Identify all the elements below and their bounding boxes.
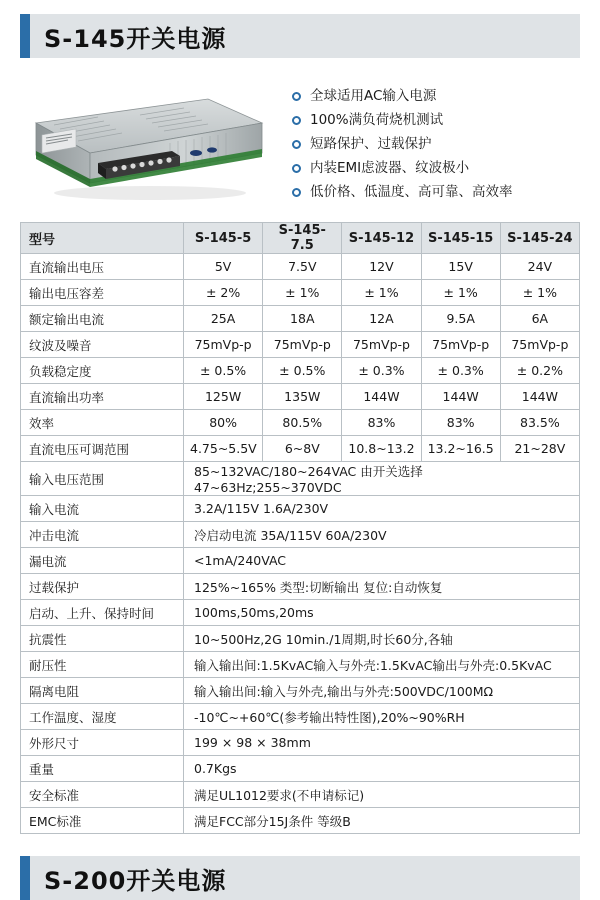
- cell: 75mVp-p: [263, 332, 342, 358]
- cell: 75mVp-p: [500, 332, 579, 358]
- row-label: 冲击电流: [21, 522, 184, 548]
- row-label: 直流输出功率: [21, 384, 184, 410]
- row-label: 额定输出电流: [21, 306, 184, 332]
- section-title: S-145开关电源: [44, 24, 227, 53]
- cell: 144W: [500, 384, 579, 410]
- cell: 满足FCC部分15J条件 等级B: [184, 808, 580, 834]
- cell: 12V: [342, 254, 421, 280]
- cell: 199 × 98 × 38mm: [184, 730, 580, 756]
- cell: -10℃~+60℃(参考输出特性图),20%~90%RH: [184, 704, 580, 730]
- row-label: 安全标准: [21, 782, 184, 808]
- cell: ± 1%: [263, 280, 342, 306]
- table-row: [21, 280, 580, 306]
- cell: 15V: [421, 254, 500, 280]
- accent-bar-icon: [20, 856, 30, 900]
- row-label: 输入电压范围: [21, 462, 184, 496]
- cell: 24V: [500, 254, 579, 280]
- cell: 3.2A/115V 1.6A/230V: [184, 496, 580, 522]
- cell: 144W: [421, 384, 500, 410]
- cell: ± 0.5%: [184, 358, 263, 384]
- table-row: [21, 436, 580, 462]
- cell: 输入输出间:1.5KvAC输入与外壳:1.5KvAC输出与外壳:0.5KvAC: [184, 652, 580, 678]
- feature-list: [270, 82, 580, 206]
- cell: 6A: [500, 306, 579, 332]
- cell: ± 0.2%: [500, 358, 579, 384]
- row-label: 工作温度、湿度: [21, 704, 184, 730]
- cell: 12A: [342, 306, 421, 332]
- power-supply-illustration: [20, 79, 270, 209]
- cell: 5V: [184, 254, 263, 280]
- section-title: S-200开关电源: [44, 866, 227, 895]
- table-row: [21, 496, 580, 522]
- row-label: 抗震性: [21, 626, 184, 652]
- column-header: 型号: [21, 223, 184, 254]
- cell: 135W: [263, 384, 342, 410]
- cell: 21~28V: [500, 436, 579, 462]
- cell: 83%: [342, 410, 421, 436]
- table-header-row: [21, 223, 580, 254]
- table-row: [21, 548, 580, 574]
- table-row: [21, 384, 580, 410]
- row-label: 输入电流: [21, 496, 184, 522]
- cell: ± 0.3%: [421, 358, 500, 384]
- column-header: S-145-24: [500, 223, 579, 254]
- row-label: 重量: [21, 756, 184, 782]
- table-row: [21, 756, 580, 782]
- table-row: [21, 306, 580, 332]
- cell: 6~8V: [263, 436, 342, 462]
- column-header: S-145-7.5: [263, 223, 342, 254]
- row-label: 直流输出电压: [21, 254, 184, 280]
- cell: 9.5A: [421, 306, 500, 332]
- cell: 10.8~13.2: [342, 436, 421, 462]
- cell: 83%: [421, 410, 500, 436]
- feature-text: 100%满负荷烧机测试: [310, 112, 444, 128]
- row-label: 隔离电阻: [21, 678, 184, 704]
- datasheet-page: [0, 14, 600, 895]
- section-header-s200: [20, 856, 580, 900]
- cell: 75mVp-p: [342, 332, 421, 358]
- cell: 144W: [342, 384, 421, 410]
- cell: 75mVp-p: [184, 332, 263, 358]
- specification-table: [20, 222, 580, 834]
- section-header-s145: [20, 14, 580, 58]
- cell: ± 0.5%: [263, 358, 342, 384]
- cell: 输入输出间:输入与外壳,输出与外壳:500VDC/100MΩ: [184, 678, 580, 704]
- row-label: 直流电压可调范围: [21, 436, 184, 462]
- table-row: [21, 522, 580, 548]
- row-label: 耐压性: [21, 652, 184, 678]
- list-item: [292, 182, 580, 203]
- table-row: [21, 254, 580, 280]
- row-label: 纹波及噪音: [21, 332, 184, 358]
- row-label: 过载保护: [21, 574, 184, 600]
- table-row: [21, 808, 580, 834]
- cell: 80%: [184, 410, 263, 436]
- cell: 7.5V: [263, 254, 342, 280]
- cell: 4.75~5.5V: [184, 436, 263, 462]
- column-header: S-145-5: [184, 223, 263, 254]
- cell: ± 1%: [421, 280, 500, 306]
- cell: ± 1%: [342, 280, 421, 306]
- diamond-bullet-icon: [292, 140, 301, 149]
- column-header: S-145-15: [421, 223, 500, 254]
- cell: 25A: [184, 306, 263, 332]
- diamond-bullet-icon: [292, 92, 301, 101]
- row-label: 漏电流: [21, 548, 184, 574]
- feature-text: 短路保护、过载保护: [310, 136, 432, 152]
- diamond-bullet-icon: [292, 164, 301, 173]
- cell: 100ms,50ms,20ms: [184, 600, 580, 626]
- cell: <1mA/240VAC: [184, 548, 580, 574]
- cell: ± 0.3%: [342, 358, 421, 384]
- list-item: [292, 158, 580, 179]
- cell: 10~500Hz,2G 10min./1周期,时长60分,各轴: [184, 626, 580, 652]
- cell: ± 1%: [500, 280, 579, 306]
- product-photo: [20, 79, 270, 209]
- cell: 18A: [263, 306, 342, 332]
- table-row: [21, 410, 580, 436]
- feature-text: 低价格、低温度、高可靠、高效率: [310, 184, 513, 200]
- table-row: [21, 782, 580, 808]
- cell: 满足UL1012要求(不申请标记): [184, 782, 580, 808]
- diamond-bullet-icon: [292, 116, 301, 125]
- row-label: EMC标准: [21, 808, 184, 834]
- list-item: [292, 110, 580, 131]
- list-item: [292, 86, 580, 107]
- feature-text: 内装EMI虑波器、纹波极小: [310, 160, 470, 176]
- cell: 125W: [184, 384, 263, 410]
- cell: 83.5%: [500, 410, 579, 436]
- table-row: [21, 332, 580, 358]
- column-header: S-145-12: [342, 223, 421, 254]
- table-row: [21, 462, 580, 496]
- diamond-bullet-icon: [292, 188, 301, 197]
- cell: 0.7Kgs: [184, 756, 580, 782]
- row-label: 启动、上升、保持时间: [21, 600, 184, 626]
- table-row: [21, 600, 580, 626]
- cell: 75mVp-p: [421, 332, 500, 358]
- row-label: 负载稳定度: [21, 358, 184, 384]
- list-item: [292, 134, 580, 155]
- feature-text: 全球适用AC输入电源: [310, 88, 437, 104]
- cell: 125%~165% 类型:切断输出 复位:自动恢复: [184, 574, 580, 600]
- table-row: [21, 652, 580, 678]
- row-label: 效率: [21, 410, 184, 436]
- table-row: [21, 678, 580, 704]
- table-row: [21, 730, 580, 756]
- table-row: [21, 574, 580, 600]
- row-label: 外形尺寸: [21, 730, 184, 756]
- table-row: [21, 704, 580, 730]
- table-row: [21, 358, 580, 384]
- table-row: [21, 626, 580, 652]
- cell: 冷启动电流 35A/115V 60A/230V: [184, 522, 580, 548]
- hero-area: [20, 74, 580, 214]
- accent-bar-icon: [20, 14, 30, 58]
- cell: ± 2%: [184, 280, 263, 306]
- row-label: 输出电压容差: [21, 280, 184, 306]
- cell: 80.5%: [263, 410, 342, 436]
- cell: 13.2~16.5: [421, 436, 500, 462]
- cell: 85~132VAC/180~264VAC 由开关选择 47~63Hz;255~370VDC: [184, 462, 580, 496]
